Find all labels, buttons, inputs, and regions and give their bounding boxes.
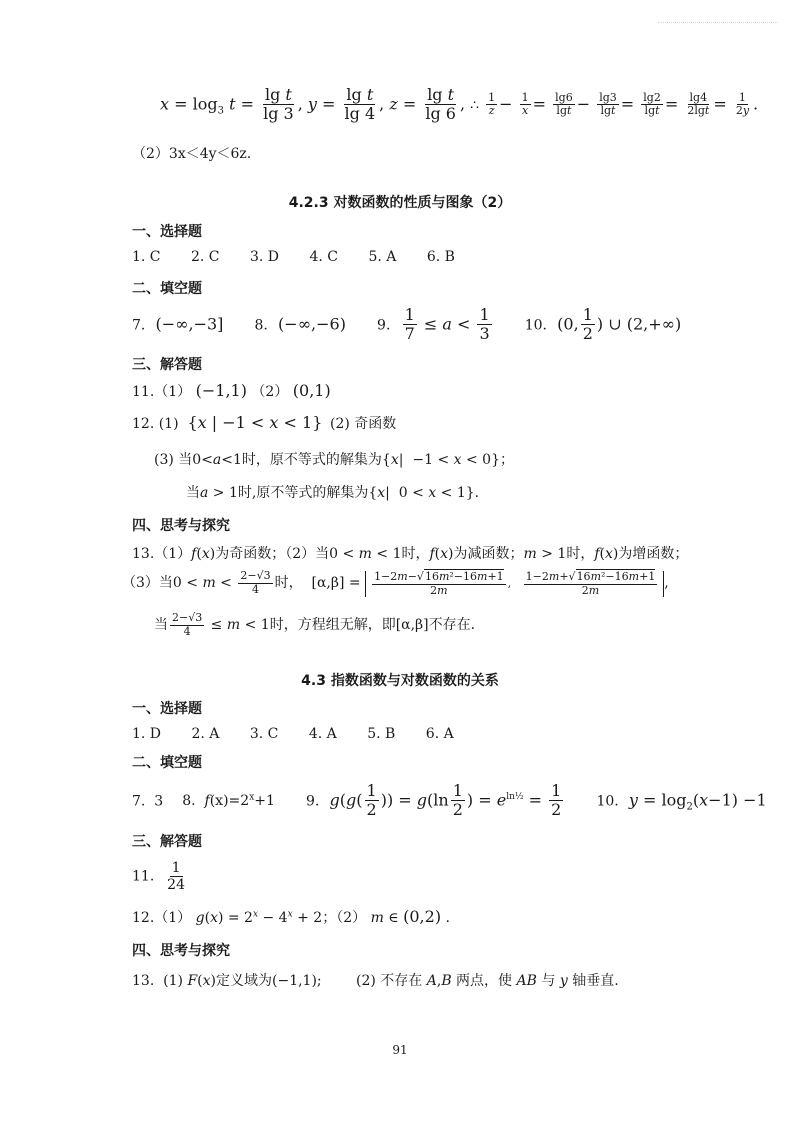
heading-explore-43: 四、思考与探究 bbox=[132, 943, 230, 959]
choice-2: 2. A bbox=[191, 726, 220, 742]
choice-1: 1. D bbox=[132, 726, 162, 742]
q13-answer-1-43: 13. (1) F(x)定义域为(−1,1); bbox=[132, 973, 322, 989]
answer-part-2: （2）3x＜4y＜6z. bbox=[132, 146, 252, 162]
q12-answer-4: 当a > 1时,原不等式的解集为{x| 0 < x < 1}. bbox=[186, 485, 480, 501]
section-title-4-2-3: 4.2.3 对数函数的性质与图象（2） bbox=[288, 195, 512, 211]
q12-answer-3: (3) 当0<a<1时，原不等式的解集为{x| −1 < x < 0}； bbox=[154, 452, 514, 468]
choice-6: 6. A bbox=[425, 726, 454, 742]
heading-solve-43: 三、解答题 bbox=[132, 834, 202, 850]
q13-answer-2: （3）当0 < m < $\frac{2-√3}{4}$ 时， [α,β] = $\frac{\text{1−2m−√16m²−16m+1}}{2m}$ , $\frac{\text{1−2m+√16m²−16m+1}}{2m}$ , bbox=[122, 569, 669, 597]
q11-answer-43: 11. $\frac{1}{24}$ bbox=[132, 860, 185, 894]
choice-2: 2. C bbox=[190, 249, 220, 265]
choice-4: 4. A bbox=[308, 726, 337, 742]
q12-answer-43: 12.（1） $g(x) = 2^x - 4^x + 2$；（2） m ∈ (0,2) . bbox=[132, 907, 450, 926]
section-title-4-3: 4.3 指数函数与对数函数的关系 bbox=[301, 673, 499, 689]
choice-4: 4. C bbox=[309, 249, 338, 265]
derivation-line: $x = \log_3 t$ = $\frac{\text{lg t}}{\lg 3}$ , y = $\frac{\text{lg t}}{\lg 4}$ , z = $\frac{\text{lg t}}{\lg 6}$ , ∴ $\frac{1}{z}$ − $\frac{1}{x}$ = $\frac{\lg 6}{\lg t}$ − $\frac{\lg 3}{\lg t}$ = $\frac{\lg 2}{\lg t}$ = $\frac{\lg 4}{2\lg t}$ = $\frac{1}{2y}$ . bbox=[160, 85, 759, 124]
q13-answer-1: 13.（1）f(x)为奇函数；（2）当0 < m < 1时，f(x)为减函数；m > 1时，f(x)为增函数； bbox=[132, 546, 689, 562]
choice-5: 5. B bbox=[367, 726, 396, 742]
fill-answers-43: 7. 3 8. $f(x)=2^x+1$ 9. g(g( $\frac{1}{2}$ )) = g(ln $\frac{1}{2}$ ) = $e^{ln\frac{1}{2}}$ = $\frac{1}{2}$ 10. $y = \log_2(x-1) -1$ bbox=[132, 781, 767, 820]
choice-5: 5. A bbox=[368, 249, 397, 265]
q12-answer-1: 12. (1) {x | −1 < x < 1} bbox=[132, 413, 323, 432]
fill-answers: 7. (−∞,−3] 8. (−∞,−6) 9. $\frac{1}{7}$ ≤ a < $\frac{1}{3}$ 10. (0, $\frac{1}{2}$ ) ∪ (2,+∞) bbox=[132, 305, 682, 344]
heading-fill-43: 二、填空题 bbox=[132, 755, 202, 771]
q13-answer-2-43: (2) 不存在 A,B 两点，使 AB 与 y 轴垂直. bbox=[356, 973, 619, 989]
heading-choice-43: 一、选择题 bbox=[132, 701, 202, 717]
choice-1: 1. C bbox=[132, 249, 161, 265]
page-number: 91 bbox=[392, 1043, 408, 1057]
choice-6: 6. B bbox=[426, 249, 455, 265]
q11-answer: 11.（1） (−1,1) （2） (0,1) bbox=[132, 381, 331, 400]
choice-3: 3. C bbox=[249, 726, 279, 742]
q12-answer-2: (2) 奇函数 bbox=[330, 416, 397, 432]
heading-choice: 一、选择题 bbox=[132, 224, 202, 240]
choice-answers bbox=[132, 249, 455, 265]
q13-answer-3: 当 $\frac{2-√3}{4}$ ≤ m < 1时，方程组无解，即[α,β]不存在. bbox=[154, 611, 476, 638]
heading-explore: 四、思考与探究 bbox=[132, 518, 230, 534]
heading-solve: 三、解答题 bbox=[132, 357, 202, 373]
choice-answers-43 bbox=[132, 726, 454, 742]
scan-corner-mark bbox=[658, 22, 778, 25]
heading-fill: 二、填空题 bbox=[132, 281, 202, 297]
choice-3: 3. D bbox=[249, 249, 280, 265]
